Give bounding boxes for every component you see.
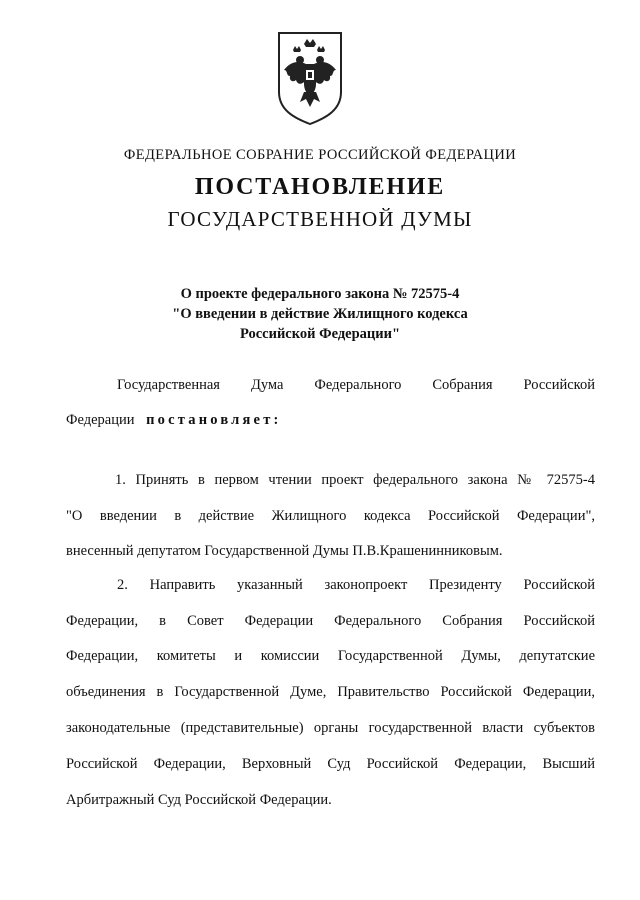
item-2-line: 2. Направить указанный законопроект Президенту Российской — [117, 577, 595, 593]
preamble-subject: Федерации — [66, 412, 135, 428]
item-1-line: 1. Принять в первом чтении проект федерального закона № 72575-4 — [115, 472, 595, 488]
preamble-verb: постановляет: — [146, 412, 282, 428]
preamble-line — [66, 412, 282, 429]
subject-line: "О введении в действие Жилищного кодекса — [172, 306, 468, 322]
item-1-line: "О введении в действие Жилищного кодекса Российской Федерации", — [66, 508, 595, 524]
document-type-title: ПОСТАНОВЛЕНИЕ — [194, 174, 446, 200]
item-2-line: Российской Федерации, Верховный Суд Российской Федерации, Высший — [66, 756, 595, 772]
coat-of-arms-icon — [276, 30, 344, 126]
subject-line: О проекте федерального закона № 72575-4 — [180, 286, 460, 302]
subject-line: Российской Федерации" — [239, 326, 401, 342]
item-2-line: Федерации, комитеты и комиссии Государственной Думы, депутатские — [66, 648, 595, 664]
item-2-line: Арбитражный Суд Российской Федерации. — [66, 792, 332, 808]
item-2-line: объединения в Государственной Думе, Правительство Российской Федерации, — [66, 684, 595, 700]
item-2-line: Федерации, в Совет Федерации Федерального Собрания Российской — [66, 613, 595, 629]
document-subject — [0, 284, 640, 344]
issuer-title: ГОСУДАРСТВЕННОЙ ДУМЫ — [167, 207, 473, 231]
item-2-line: законодательные (представительные) органы государственной власти субъектов — [66, 720, 595, 736]
preamble-line: Государственная Дума Федерального Собрания Российской — [117, 377, 595, 393]
organization-name: ФЕДЕРАЛЬНОЕ СОБРАНИЕ РОССИЙСКОЙ ФЕДЕРАЦИИ — [123, 147, 517, 163]
item-1-line: внесенный депутатом Государственной Думы П.В.Крашенинниковым. — [66, 543, 503, 559]
